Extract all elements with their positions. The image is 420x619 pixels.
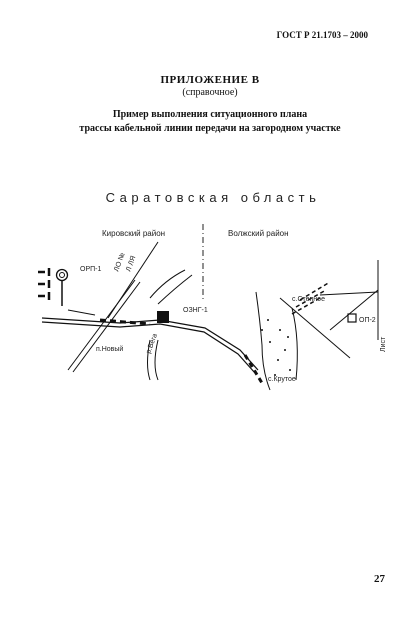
settlement-area <box>261 319 291 376</box>
op2-marker <box>348 314 356 322</box>
appendix-subtitle: (справочное) <box>182 87 238 98</box>
right-roads <box>280 260 378 358</box>
cable-label-a: ЛО № <box>113 251 127 273</box>
crossing-marker <box>157 311 169 323</box>
district-right-label: Волжский район <box>228 229 289 238</box>
situation-plan <box>0 180 420 420</box>
ozhg-label: ОЗНГ-1 <box>183 307 208 314</box>
appendix-title: ПРИЛОЖЕНИЕ В <box>160 74 260 86</box>
orp-station-icon <box>57 270 68 307</box>
figure-caption <box>0 108 420 136</box>
op2-label: ОП-2 <box>359 317 376 324</box>
cable-heavy-segments <box>100 320 262 383</box>
orp-label: ОРП-1 <box>80 266 102 273</box>
stepnoe-label: с.Степное <box>292 296 325 303</box>
krutoe-label: с.Крутое <box>268 376 296 383</box>
legend-marks <box>38 268 49 300</box>
caption-line-2: трассы кабельной линии передачи на загородном участке <box>79 123 341 134</box>
region-label: Саратовская область <box>105 190 321 205</box>
cable-label-b: Л ЛЯ <box>125 255 138 273</box>
vega-label: р.Вега <box>145 332 159 355</box>
list-label: Лист <box>380 336 387 352</box>
district-left-label: Кировский район <box>102 229 166 238</box>
caption-line-1: Пример выполнения ситуационного плана <box>112 109 308 120</box>
document-header: ГОСТ Р 21.1703 – 2000 <box>276 30 368 40</box>
novy-label: п.Новый <box>96 346 124 353</box>
page-number: 27 <box>374 573 385 585</box>
